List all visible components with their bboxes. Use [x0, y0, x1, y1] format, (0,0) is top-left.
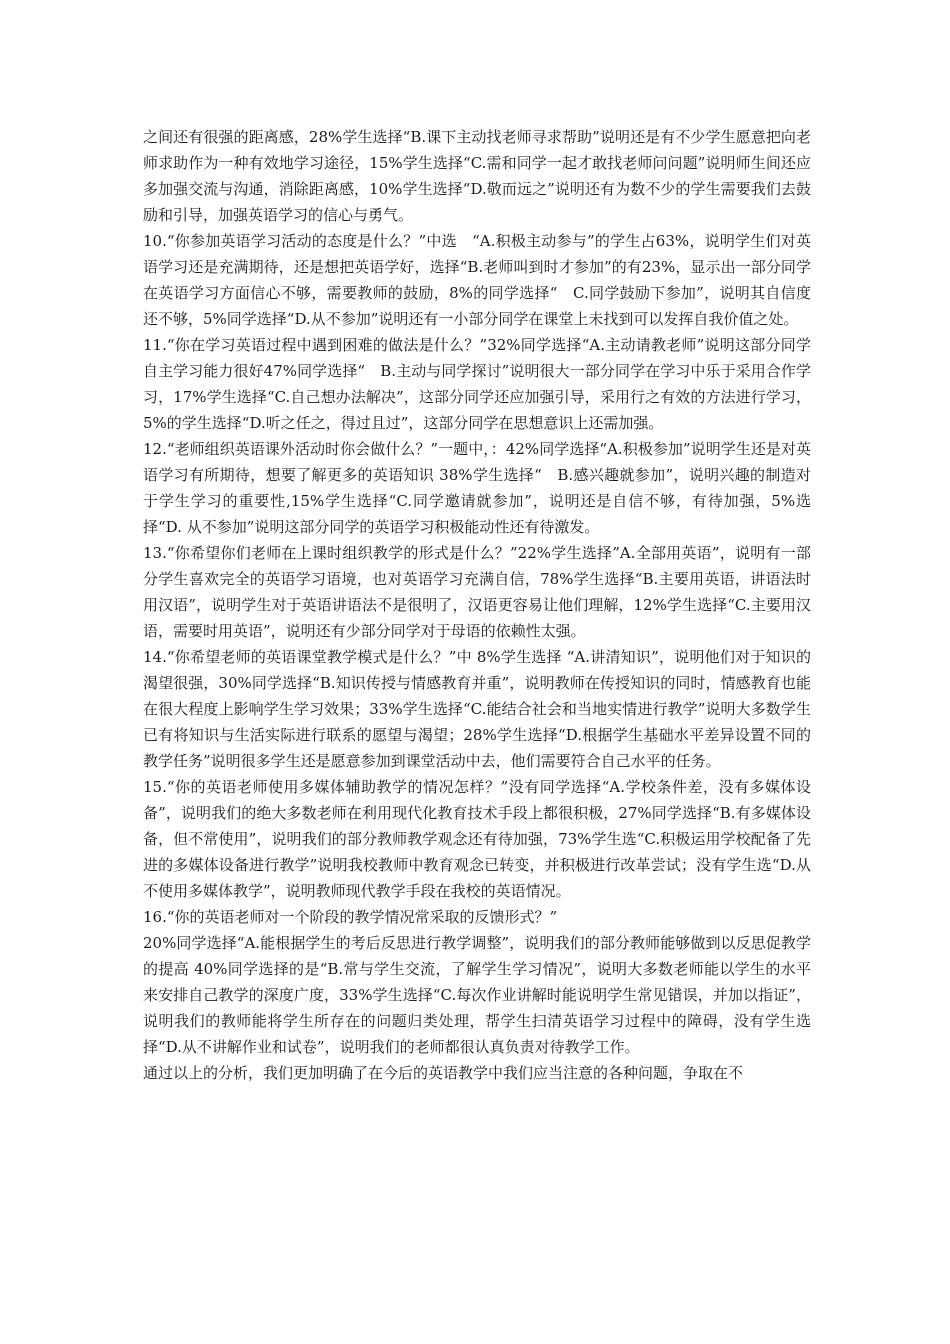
- paragraph-item-12: 12.“老师组织英语课外活动时你会做什么？”一题中，：42%同学选择“A.积极参加”说明学生还是对英语学习有所期待，想要了解更多的英语知识 38%学生选择“ B.感兴趣就参加”，说明兴趣的制造对于学生学习的重要性,15%学生选择“C.同学邀请就参加”，说明还是自信不够，有待加强，5%选择“D. 从不参加”说明这部分同学的英语学习积极能动性还有待激发。: [143, 440, 811, 536]
- paragraph-item-11: 11.“你在学习英语过程中遇到困难的做法是什么？”32%同学选择“A.主动请教老师”说明这部分同学自主学习能力很好47%同学选择“ B.主动与同学探讨”说明很大一部分同学在学习中乐于采用合作学习，17%学生选择“C.自己想办法解决”，这部分同学还应加强引导，采用行之有效的方法进行学习，5%的学生选择“D.听之任之，得过且过”，这部分同学在思想意识上还需加强。: [143, 336, 811, 432]
- paragraph-item-13: 13.“你希望你们老师在上课时组织教学的形式是什么？”22%学生选择”A.全部用英语”，说明有一部分学生喜欢完全的英语学习语境，也对英语学习充满自信，78%学生选择“B.主要用英语，讲语法时用汉语”，说明学生对于英语讲语法不是很明了，汉语更容易让他们理解，12%学生选择“C.主要用汉语，需要时用英语”，说明还有少部分同学对于母语的依赖性太强。: [143, 544, 811, 640]
- paragraph-item-14: 14.“你希望老师的英语课堂教学模式是什么？”中 8%学生选择 “A.讲清知识”，说明他们对于知识的渴望很强，30%同学选择“B.知识传授与情感教育并重”，说明教师在传授知识的同时，情感教育也能在很大程度上影响学生学习效果；33%学生选择“C.能结合社会和当地实情进行教学”说明大多数学生已有将知识与生活实际进行联系的愿望与渴望；28%学生选择“D.根据学生基础水平差异设置不同的教学任务”说明很多学生还是愿意参加到课堂活动中去，他们需要符合自己水平的任务。: [143, 648, 811, 770]
- document-body: [143, 124, 811, 1086]
- paragraph-item-15: 15.“你的英语老师使用多媒体辅助教学的情况怎样？”没有同学选择“A.学校条件差，没有多媒体设备”，说明我们的绝大多数老师在利用现代化教育技术手段上都很积极，27%同学选择“B.有多媒体设备，但不常使用”，说明我们的部分教师教学观念还有待加强，73%学生选“C.积极运用学校配备了先进的多媒体设备进行教学”说明我校教师中教育观念已转变，并积极进行改革尝试；没有学生选“D.从不使用多媒体教学”，说明教师现代教学手段在我校的英语情况。: [143, 778, 811, 900]
- paragraph-continuation: 之间还有很强的距离感，28%学生选择“B.课下主动找老师寻求帮助”说明还是有不少学生愿意把向老师求助作为一种有效地学习途径，15%学生选择“C.需和同学一起才敢找老师问问题”说明师生间还应多加强交流与沟通，消除距离感，10%学生选择“D.敬而远之”说明还有为数不少的学生需要我们去鼓励和引导，加强英语学习的信心与勇气。: [143, 128, 811, 224]
- paragraph-item-10: 10.“你参加英语学习活动的态度是什么？”中选 “A.积极主动参与”的学生占63%，说明学生们对英语学习还是充满期待，还是想把英语学好，选择“B.老师叫到时才参加”的有23%，显示出一部分同学在英语学习方面信心不够，需要教师的鼓励，8%的同学选择“ C.同学鼓励下参加”，说明其自信度还不够，5%同学选择“D.从不参加”说明还有一小部分同学在课堂上未找到可以发挥自我价值之处。: [143, 232, 811, 328]
- paragraph-conclusion: 通过以上的分析，我们更加明确了在今后的英语教学中我们应当注意的各种问题，争取在不: [143, 1064, 744, 1082]
- paragraph-item-16-question: 16.“你的英语老师对一个阶段的教学情况常采取的反馈形式？”: [143, 908, 558, 926]
- paragraph-item-16-answer: 20%同学选择“A.能根据学生的考后反思进行教学调整”，说明我们的部分教师能够做到以反思促教学的提高 40%同学选择的是“B.常与学生交流，了解学生学习情况”，说明大多数老师能以学生的水平来安排自己教学的深度广度，33%学生选择“C.每次作业讲解时能说明学生常见错误，并加以指证”，说明我们的教师能将学生所存在的问题归类处理，帮学生扫清英语学习过程中的障碍，没有学生选择“D.从不讲解作业和试卷”，说明我们的老师都很认真负责对待教学工作。: [143, 934, 811, 1056]
